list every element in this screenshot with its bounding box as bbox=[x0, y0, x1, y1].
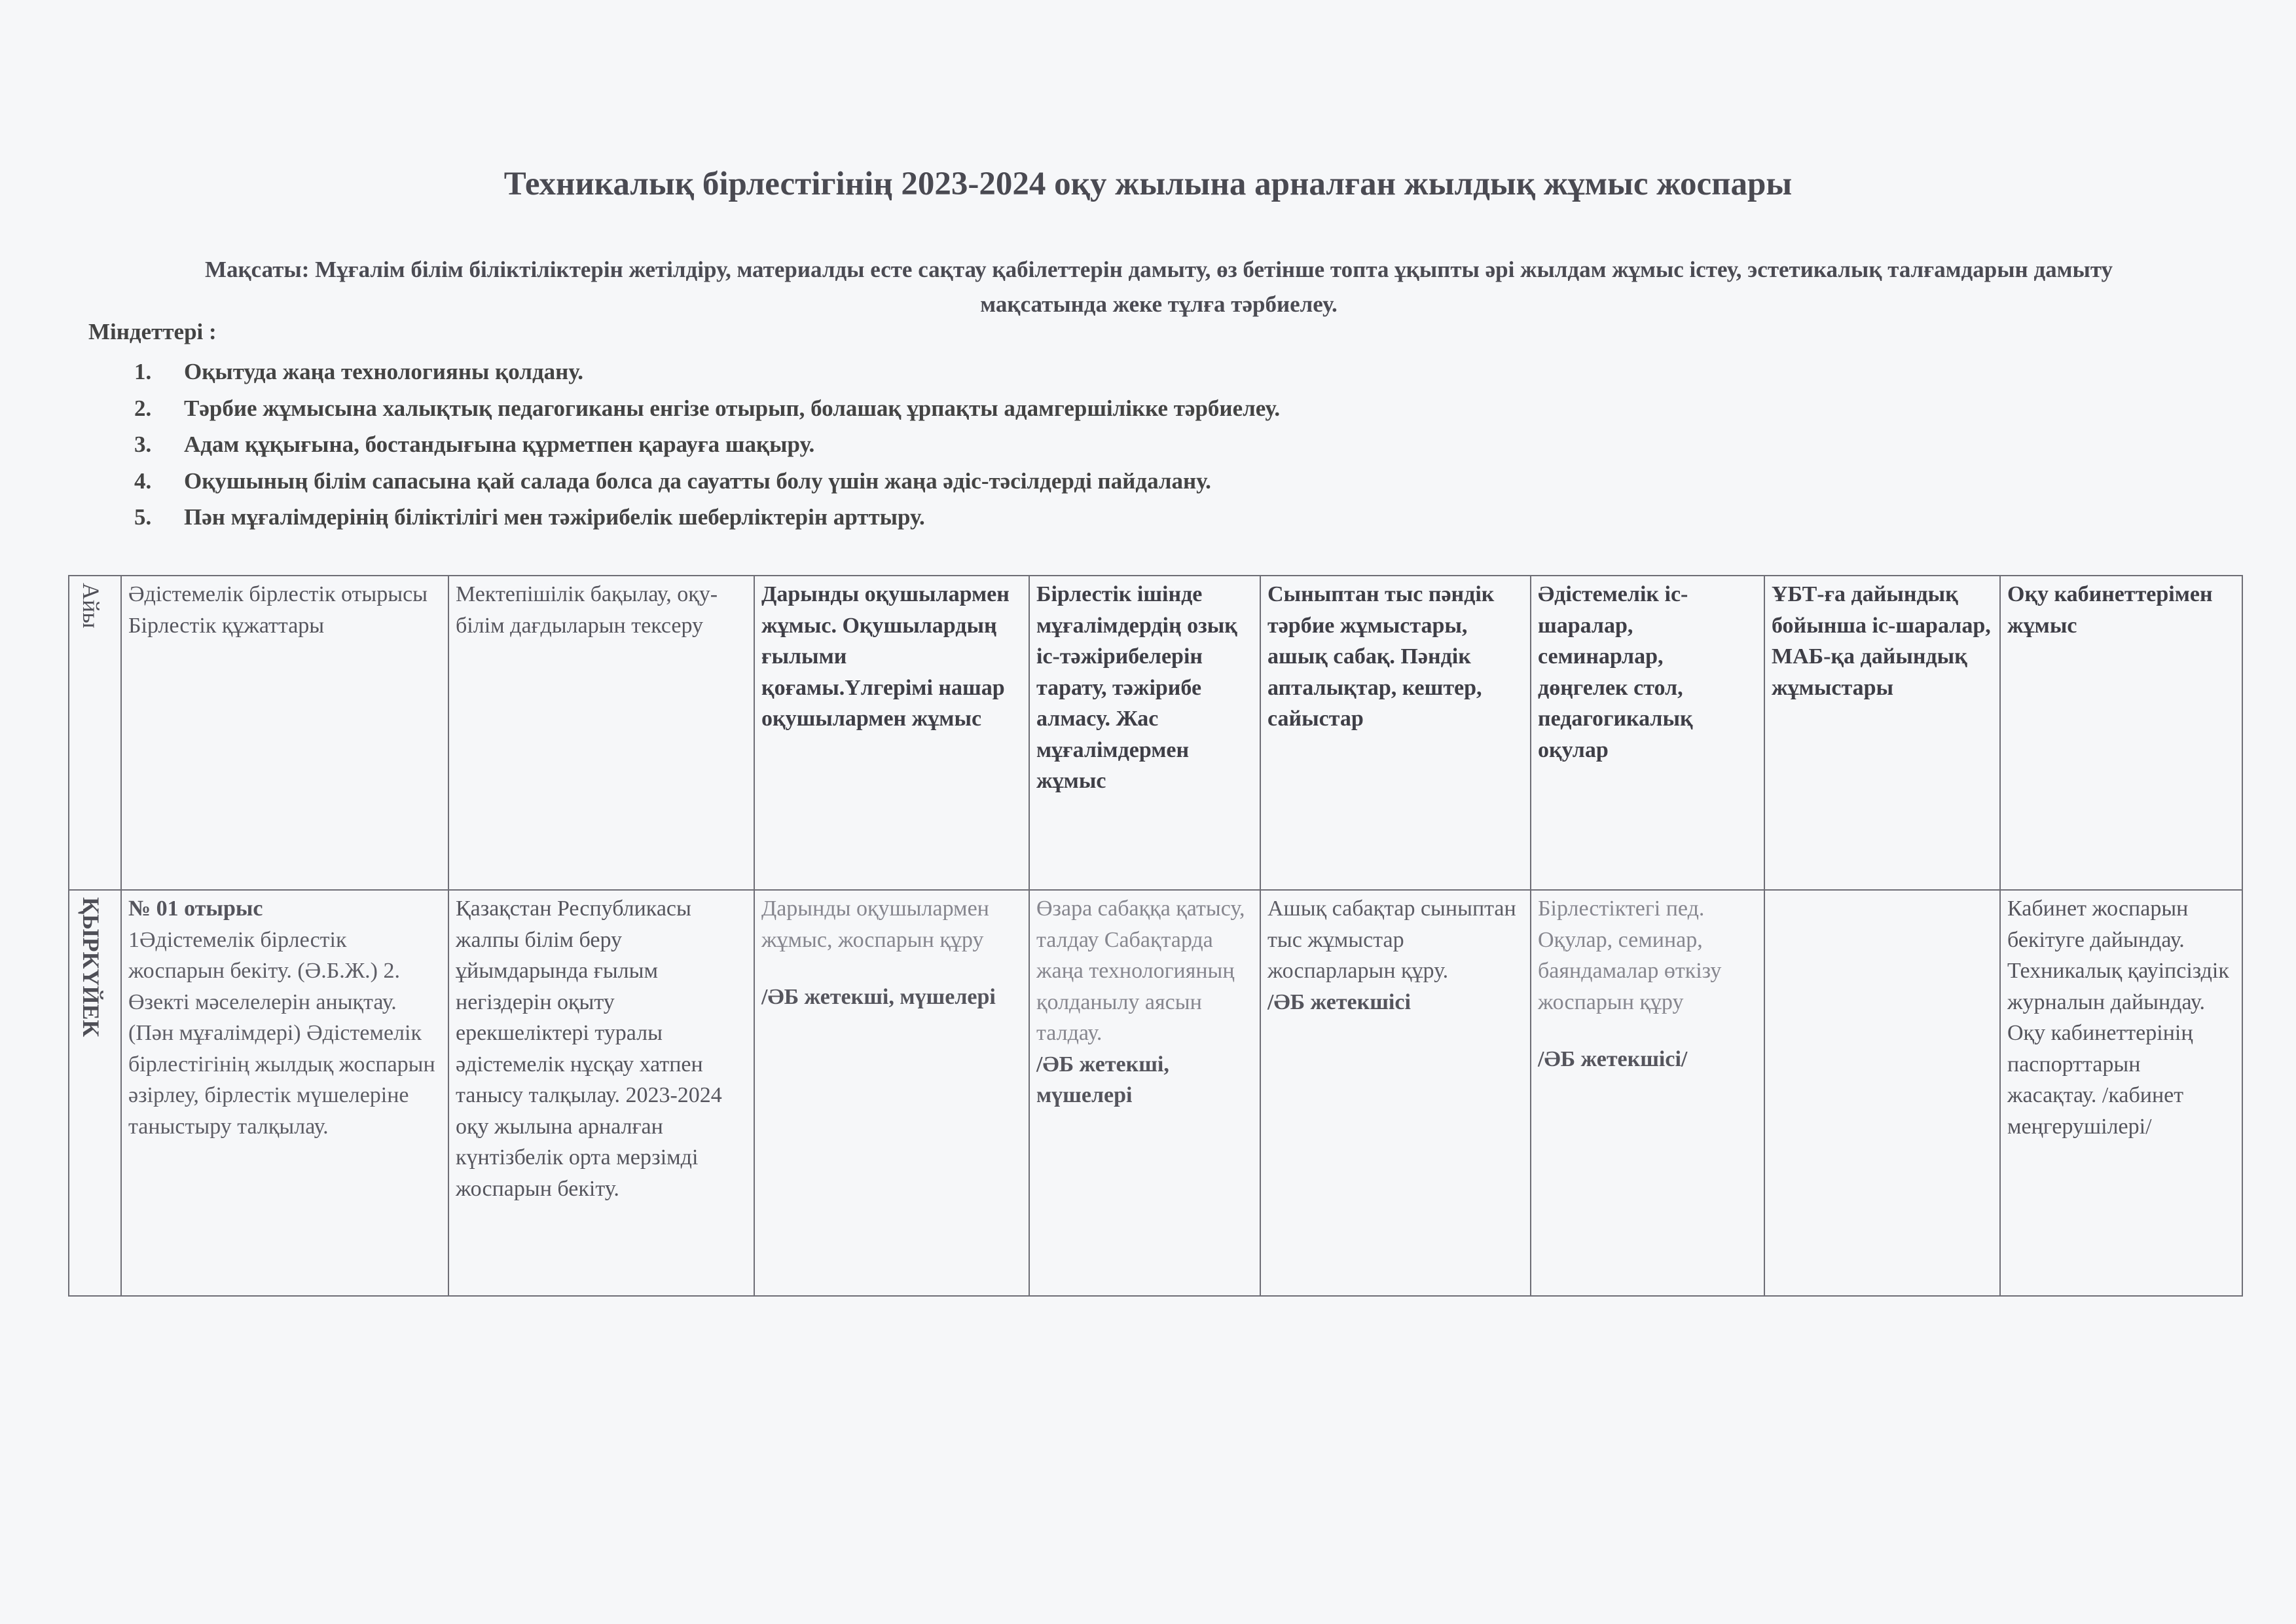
task-item bbox=[134, 354, 1280, 390]
goal-paragraph: Мақсаты: Мұғалім білім біліктіліктерін жетілдіру, материалды есте сақтау қабілеттерін дамыту, өз бетінше топта ұқыпты әрі жылдам жұмыс істеу, эстетикалық талғамдарын дамыту мақсатында жеке тұлға тәрбиелеу. bbox=[204, 257, 2113, 317]
header-documents bbox=[121, 576, 448, 890]
table-row bbox=[69, 890, 2242, 1296]
table-header-row bbox=[69, 576, 2242, 890]
tasks-heading: Міндеттері : bbox=[88, 319, 217, 344]
meeting-title: № 01 отырыс bbox=[128, 896, 263, 921]
cell-cabinets: Кабинет жоспарын бекітуге дайындау. Техникалық қауіпсіздік журналын дайындау. Оқу кабинеттерінің паспорттарын жасақтау. /кабинет меңгерушілері/ bbox=[2000, 890, 2242, 1296]
cell-extracurricular bbox=[1260, 890, 1531, 1296]
task-number: 5. bbox=[134, 504, 152, 530]
task-text: Оқытуда жаңа технологияны қолдану. bbox=[184, 359, 584, 384]
task-item bbox=[134, 463, 1280, 500]
header-documents-line1: Әдістемелік бірлестік отырысы bbox=[128, 582, 428, 606]
header-documents-line2: Бірлестік құжаттары bbox=[128, 613, 325, 638]
extracurricular-text: Ашық сабақтар сыныптан тыс жұмыстар жоспарларын құру. bbox=[1267, 896, 1516, 983]
cell-control: Қазақстан Республикасы жалпы білім беру ұйымдарында ғылым негіздерін оқыту ерекшеліктері туралы әдістемелік нұсқау хатпен танысу талқылау. 2023-2024 оқу жылына арналған күнтізбелік орта мерзімді жоспарын бекіту. bbox=[448, 890, 754, 1296]
tasks-list bbox=[134, 354, 1280, 536]
task-text: Оқушының білім сапасына қай салада болса да сауатты болу үшін жаңа әдіс-тәсілдерді пайдалану. bbox=[184, 468, 1211, 494]
task-text: Тәрбие жұмысына халықтық педагогиканы енгізе отырып, болашақ ұрпақты адамгершілікке тәрбиелеу. bbox=[184, 395, 1281, 421]
header-gifted: Дарынды оқушылармен жұмыс. Оқушылардың ғылыми қоғамы.Үлгерімі нашар оқушылармен жұмыс bbox=[754, 576, 1029, 890]
task-item bbox=[134, 390, 1280, 427]
task-number: 3. bbox=[134, 432, 152, 457]
cell-methodical bbox=[1531, 890, 1764, 1296]
extracurricular-responsible: /ӘБ жетекшісі bbox=[1267, 989, 1411, 1014]
task-item bbox=[134, 426, 1280, 463]
meeting-body: 1Әдістемелік бірлестік жоспарын бекіту. (Ә.Б.Ж.) 2. Өзекті мәселелерін анықтау. (Пән мұғалімдері) Әдістемелік бірлестігінің жылдық жоспарын әзірлеу, бірлестік мүшелеріне таныстыру талқылау. bbox=[128, 927, 435, 1139]
gifted-text: Дарынды оқушылармен жұмыс, жоспарын құру bbox=[761, 896, 989, 952]
methodical-responsible: /ӘБ жетекшісі/ bbox=[1538, 1047, 1688, 1071]
task-number: 2. bbox=[134, 395, 152, 421]
month-label: ҚЫРКҮЙЕК bbox=[78, 897, 104, 1037]
header-month-label: Айы bbox=[78, 583, 104, 629]
header-cabinets: Оқу кабинеттерімен жұмыс bbox=[2000, 576, 2242, 890]
experience-responsible: /ӘБ жетекші, мүшелері bbox=[1036, 1052, 1169, 1107]
task-text: Пән мұғалімдерінің біліктілігі мен тәжірибелік шеберліктерін арттыру. bbox=[184, 504, 925, 530]
header-experience: Бірлестік ішінде мұғалімдердің озық іс-тәжірибелерін тарату, тәжірибе алмасу. Жас мұғалімдермен жұмыс bbox=[1029, 576, 1260, 890]
header-methodical: Әдістемелік іс-шаралар, семинарлар, дөңгелек стол, педагогикалық оқулар bbox=[1531, 576, 1764, 890]
task-text: Адам құқығына, бостандығына құрметпен қарауға шақыру. bbox=[184, 432, 815, 457]
work-plan-table bbox=[68, 575, 2243, 1297]
cell-gifted bbox=[754, 890, 1029, 1296]
cell-experience bbox=[1029, 890, 1260, 1296]
cell-month bbox=[69, 890, 121, 1296]
experience-text: Өзара сабаққа қатысу, талдау Сабақтарда жаңа технологияның қолданылу аясын талдау. bbox=[1036, 896, 1245, 1045]
header-ubt: ҰБТ-ға дайындық бойынша іс-шаралар, МАБ-қа дайындық жұмыстары bbox=[1764, 576, 2000, 890]
task-number: 1. bbox=[134, 359, 152, 384]
cell-ubt bbox=[1764, 890, 2000, 1296]
header-control: Мектепішілік бақылау, оқу-білім дағдыларын тексеру bbox=[448, 576, 754, 890]
gifted-responsible: /ӘБ жетекші, мүшелері bbox=[761, 985, 996, 1009]
page-title: Техникалық бірлестігінің 2023-2024 оқу жылына арналған жылдық жұмыс жоспары bbox=[503, 166, 1793, 202]
header-extracurricular: Сыныптан тыс пәндік тәрбие жұмыстары, ашық сабақ. Пәндік апталықтар, кештер, сайыстар bbox=[1260, 576, 1531, 890]
task-item bbox=[134, 499, 1280, 536]
task-number: 4. bbox=[134, 468, 152, 494]
header-month bbox=[69, 576, 121, 890]
cell-documents bbox=[121, 890, 448, 1296]
methodical-text: Бірлестіктегі пед. Оқулар, семинар, баяндамалар өткізу жоспарын құру bbox=[1538, 896, 1722, 1014]
